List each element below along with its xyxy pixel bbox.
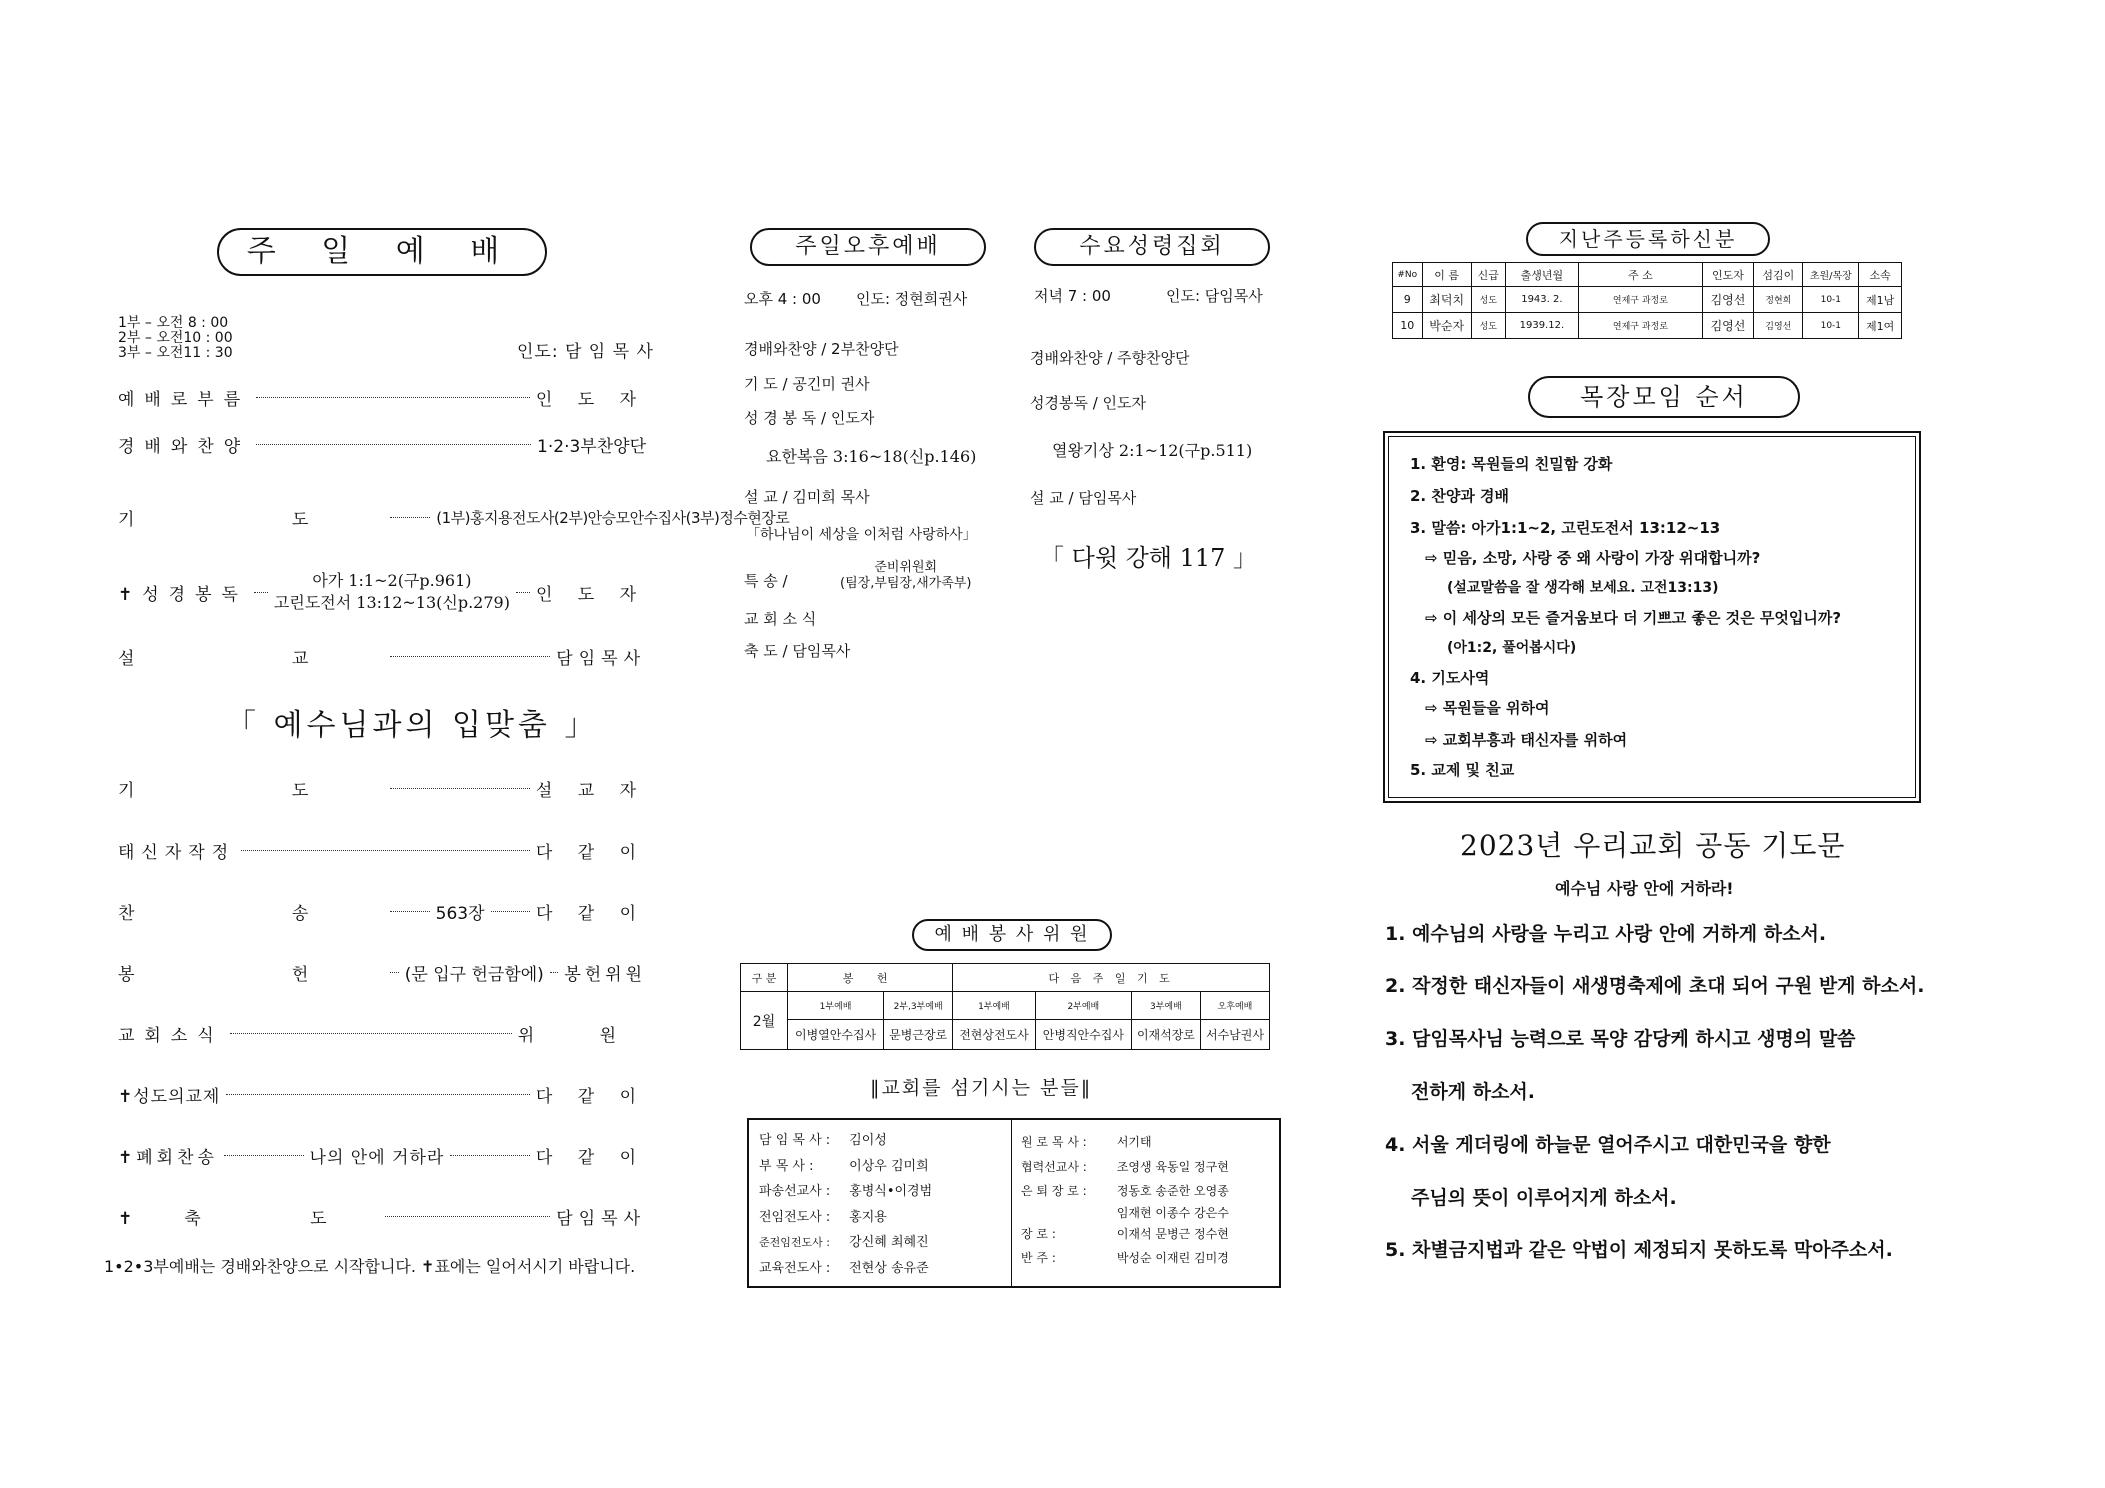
cell-item: 4. 기도사역 — [1410, 669, 1490, 687]
afternoon-line: 축 도 / 담임목사 — [744, 642, 851, 660]
order-person: 위 원 — [517, 1026, 646, 1046]
order-label: 기 도 — [118, 781, 385, 801]
order-row — [118, 776, 646, 801]
staff-role: 부 목 사 : — [759, 1158, 814, 1174]
order-label: 예배로부름 — [118, 390, 251, 410]
hymn-number: 563장 — [435, 904, 485, 924]
order-person: 다 같 이 — [535, 1087, 646, 1107]
staff-role: 담 임 목 사 : — [759, 1133, 831, 1148]
staff-role: 협력선교사 : — [1021, 1159, 1087, 1174]
scripture-1: 아가 1:1~2(구p.961) — [312, 571, 472, 590]
staff-name: 홍지용 — [849, 1209, 887, 1225]
dotted-leader — [230, 1033, 512, 1034]
prayer-line: 전하게 하소서. — [1411, 1081, 1535, 1103]
afternoon-line: 특 송 / — [744, 572, 788, 590]
afternoon-worship-title: 주일오후예배 — [750, 228, 986, 266]
cell-item: ⇨ 믿음, 소망, 사랑 중 왜 사랑이 가장 위대합니까? — [1425, 549, 1761, 567]
order-row — [118, 960, 646, 985]
prayer-line: 주님의 뜻이 이루어지게 하소서. — [1411, 1187, 1677, 1209]
cell-item: 3. 말씀: 아가1:1~2, 고린도전서 13:12~13 — [1410, 519, 1721, 537]
cell-meeting-box — [1383, 431, 1921, 803]
dotted-leader — [450, 1155, 530, 1156]
registry-header: 주 소 — [1579, 263, 1703, 287]
afternoon-line: 성 경 봉 독 / 인도자 — [744, 409, 875, 427]
afternoon-time: 오후 4 : 00 — [744, 290, 821, 308]
dotted-leader — [390, 517, 430, 518]
service-person: 이재석장로 — [1131, 1020, 1200, 1050]
registry-cell: 박순자 — [1422, 313, 1471, 339]
registry-cell: 김영선 — [1754, 313, 1803, 339]
prayer-title: 2023년 우리교회 공동 기도문 — [1460, 829, 1846, 862]
service-person: 안병직안수집사 — [1035, 1020, 1131, 1050]
special-song-2: (팀장,부팀장,새가족부) — [840, 576, 972, 591]
order-label: ✝성경봉독 — [118, 584, 248, 605]
dotted-leader — [241, 850, 530, 851]
registry-header: 인도자 — [1702, 263, 1753, 287]
dotted-leader — [226, 1094, 530, 1095]
cell-item: 1. 환영: 목원들의 친밀함 강화 — [1410, 455, 1613, 473]
order-person: 인 도 자 — [535, 390, 646, 410]
dotted-leader — [390, 972, 399, 973]
order-person: 담임목사 — [556, 1209, 646, 1229]
time-1: 1부 – 오전 8 : 00 — [118, 315, 229, 331]
wednesday-line: 성경봉독 / 인도자 — [1030, 394, 1147, 412]
order-row — [118, 1082, 646, 1107]
wednesday-scripture: 열왕기상 2:1~12(구p.511) — [1052, 441, 1253, 460]
dotted-leader — [550, 972, 559, 973]
wednesday-worship-title: 수요성령집회 — [1034, 228, 1270, 266]
service-person: 이병열안수집사 — [788, 1020, 884, 1050]
registry-cell: 1943. 2. — [1505, 287, 1578, 313]
prayer-line: 4. 서울 게더링에 하늘문 열어주시고 대한민국을 향한 — [1385, 1134, 1831, 1156]
scripture-refs — [274, 570, 510, 614]
staff-entry — [1021, 1130, 1229, 1155]
dotted-leader — [256, 397, 530, 398]
order-label: 태신자작정 — [118, 843, 236, 863]
order-row — [118, 505, 790, 530]
staff-divider — [1011, 1120, 1012, 1286]
worship-leader: 인도: 담 임 목 사 — [517, 342, 654, 362]
dotted-leader — [390, 788, 530, 789]
sub-header: 1부예배 — [788, 992, 884, 1020]
staff-name: 정동호 송준한 오영종 — [1116, 1184, 1229, 1198]
staff-role: 반 주 : — [1021, 1251, 1056, 1265]
order-row — [118, 1021, 646, 1046]
registry-header: #No — [1393, 263, 1423, 287]
closing-hymn: 나의 안에 거하라 — [309, 1148, 445, 1168]
order-person: 담임목사 — [556, 649, 646, 669]
staff-role: 전임전도사 : — [759, 1209, 831, 1225]
staff-entry — [759, 1154, 932, 1180]
order-row — [118, 1143, 646, 1168]
staff-name: 전현상 송유준 — [849, 1260, 929, 1276]
order-label: 경배와찬양 — [118, 437, 251, 457]
staff-name: 박성순 이재린 김미경 — [1116, 1251, 1229, 1265]
sermon-title: 「 예수님과의 입맞춤 」 — [226, 708, 599, 743]
registry-cell: 성도 — [1471, 313, 1505, 339]
staff-role: 파송선교사 : — [759, 1184, 831, 1199]
cell-item: ⇨ 교회부흥과 태신자를 위하여 — [1425, 731, 1628, 749]
registry-header: 소속 — [1859, 263, 1902, 287]
registry-row — [1393, 287, 1902, 313]
order-person: 다 같 이 — [535, 843, 646, 863]
staff-role: 장 로 : — [1021, 1226, 1056, 1241]
staff-box — [747, 1118, 1281, 1288]
sub-header: 2부,3부예배 — [884, 992, 953, 1020]
dotted-leader — [390, 911, 429, 912]
staff-right — [1021, 1130, 1229, 1271]
registry-cell: 정현희 — [1754, 287, 1803, 313]
registry-cell: 연제구 과정로 — [1579, 287, 1703, 313]
afternoon-scripture: 요한복음 3:16~18(신p.146) — [766, 447, 977, 466]
order-label: 봉 헌 — [118, 965, 385, 985]
prayer-line: 3. 담임목사님 능력으로 목양 감당케 하시고 생명의 말씀 — [1385, 1028, 1856, 1050]
registry-cell: 제1여 — [1859, 313, 1902, 339]
staff-entry — [759, 1230, 932, 1256]
service-committee-title: 예 배 봉 사 위 원 — [912, 919, 1112, 951]
order-label: ✝폐회찬송 — [118, 1148, 218, 1168]
order-label: 기 도 — [118, 510, 385, 530]
staff-role: 교육전도사 : — [759, 1260, 831, 1276]
staff-role: 은 퇴 장 로 : — [1021, 1184, 1087, 1198]
staff-name: 임재현 이종수 강은수 — [1116, 1205, 1229, 1220]
staff-name: 조영생 육동일 정구현 — [1116, 1159, 1229, 1174]
prayer-persons: (1부)홍지용전도사(2부)안승모안수집사(3부)정수현장로 — [436, 509, 790, 527]
order-row — [118, 432, 646, 457]
staff-entry — [1021, 1155, 1229, 1180]
order-label: ✝축 도 — [118, 1209, 379, 1229]
staff-name: 이상우 김미희 — [849, 1158, 929, 1174]
wednesday-time: 저녁 7 : 00 — [1034, 287, 1111, 305]
service-person: 서수남권사 — [1200, 1020, 1269, 1050]
header-gubun: 구 분 — [741, 964, 788, 992]
wednesday-leader: 인도: 담임목사 — [1166, 287, 1263, 305]
staff-name: 이재석 문병근 정수현 — [1116, 1226, 1229, 1241]
service-times — [118, 316, 233, 361]
registry-header: 이 름 — [1422, 263, 1471, 287]
afternoon-leader: 인도: 정현희권사 — [856, 290, 968, 308]
footnote: 1•2•3부예배는 경배와찬양으로 시작합니다. ✝표에는 일어서시기 바랍니다. — [104, 1257, 636, 1276]
dotted-leader — [390, 656, 550, 657]
staff-name: 홍병식•이경범 — [849, 1184, 933, 1199]
order-label: 찬 송 — [118, 904, 385, 924]
order-person: 다 같 이 — [535, 904, 647, 924]
scripture-2: 고린도전서 13:12~13(신p.279) — [273, 593, 510, 612]
cell-item: 5. 교제 및 친교 — [1410, 761, 1515, 779]
prayer-subtitle: 예수님 사랑 안에 거하라! — [1555, 879, 1734, 898]
registry-header: 출생년월 — [1505, 263, 1578, 287]
staff-title: ‖교회를 섬기시는 분들‖ — [870, 1077, 1093, 1099]
sunday-worship-title: 주 일 예 배 — [217, 228, 547, 276]
registry-cell: 10-1 — [1803, 287, 1859, 313]
header-prayer: 다 음 주 일 기 도 — [953, 964, 1270, 992]
staff-entry — [1021, 1204, 1229, 1222]
cell-meeting-title: 목장모임 순서 — [1528, 376, 1800, 418]
cell-item: (설교말씀을 잘 생각해 보세요. 고전13:13) — [1447, 580, 1719, 596]
order-row — [118, 644, 646, 669]
afternoon-line: 교 회 소 식 — [744, 610, 817, 628]
staff-entry — [759, 1205, 932, 1231]
registry-header: 신급 — [1471, 263, 1505, 287]
dotted-leader — [491, 911, 530, 912]
dotted-leader — [254, 592, 268, 593]
staff-name: 강신혜 최혜진 — [849, 1235, 929, 1250]
afternoon-line: 기 도 / 공긴미 권사 — [744, 375, 870, 393]
registry-title: 지난주등록하신분 — [1526, 222, 1770, 256]
registry-cell: 김영선 — [1702, 287, 1753, 313]
order-row — [118, 385, 646, 410]
wednesday-line: 설 교 / 담임목사 — [1030, 489, 1137, 507]
order-row — [118, 838, 646, 863]
wednesday-sermon-title: 「 다윗 강해 117 」 — [1040, 544, 1258, 572]
order-person: 설 교 자 — [535, 781, 646, 801]
order-label: 교회소식 — [118, 1026, 224, 1046]
cell-item: ⇨ 목원들을 위하여 — [1425, 699, 1550, 717]
registry-cell: 10-1 — [1803, 313, 1859, 339]
order-row — [118, 899, 646, 924]
registry-header: 초원/목장 — [1803, 263, 1859, 287]
registry-header: 섬김이 — [1754, 263, 1803, 287]
registry-cell: 제1남 — [1859, 287, 1902, 313]
cell-item: (아1:2, 풀어봅시다) — [1447, 640, 1577, 656]
service-table — [740, 963, 1270, 1050]
cell-item: ⇨ 이 세상의 모든 즐거움보다 더 기쁘고 좋은 것은 무엇입니까? — [1425, 609, 1842, 627]
staff-entry — [1021, 1179, 1229, 1204]
registry-table — [1392, 262, 1902, 339]
service-person: 문병근장로 — [884, 1020, 953, 1050]
order-person: 다 같 이 — [535, 1148, 646, 1168]
dotted-leader — [516, 592, 530, 593]
afternoon-line: 설 교 / 김미희 목사 — [744, 488, 870, 506]
registry-cell: 9 — [1393, 287, 1423, 313]
staff-entry — [759, 1179, 932, 1205]
staff-role: 준전임전도사 : — [759, 1236, 830, 1249]
registry-cell: 1939.12. — [1505, 313, 1578, 339]
staff-name: 김이성 — [849, 1133, 887, 1148]
offering-note: (문 입구 헌금함에) — [404, 965, 544, 985]
wednesday-line: 경배와찬양 / 주향찬양단 — [1030, 349, 1190, 367]
time-3: 3부 – 오전11 : 30 — [118, 345, 233, 361]
order-row — [118, 570, 646, 614]
registry-cell: 김영선 — [1702, 313, 1753, 339]
dotted-leader — [224, 1155, 304, 1156]
service-person: 전현상전도사 — [953, 1020, 1036, 1050]
prayer-line: 5. 차별금지법과 같은 악법이 제정되지 못하도록 막아주소서. — [1385, 1239, 1893, 1261]
dotted-leader — [385, 1216, 551, 1217]
registry-cell: 최덕치 — [1422, 287, 1471, 313]
staff-name: 서기태 — [1116, 1135, 1152, 1149]
time-2: 2부 – 오전10 : 00 — [118, 330, 233, 346]
prayer-line: 1. 예수님의 사랑을 누리고 사랑 안에 거하게 하소서. — [1385, 923, 1827, 945]
sub-header: 1부예배 — [953, 992, 1036, 1020]
special-song-1: 준비위원회 — [874, 560, 938, 575]
sub-header: 3부예배 — [1131, 992, 1200, 1020]
order-label: ✝성도의교제 — [118, 1087, 221, 1107]
month-cell: 2월 — [741, 992, 788, 1050]
order-person: 1·2·3부찬양단 — [537, 437, 646, 457]
registry-cell: 성도 — [1471, 287, 1505, 313]
staff-entry — [1021, 1246, 1229, 1271]
order-row — [118, 1204, 646, 1229]
sub-header: 2부예배 — [1035, 992, 1131, 1020]
dotted-leader — [256, 444, 531, 445]
registry-row — [1393, 313, 1902, 339]
order-label: 설 교 — [118, 649, 385, 669]
registry-cell: 연제구 과정로 — [1579, 313, 1703, 339]
header-offering: 봉 헌 — [788, 964, 953, 992]
staff-entry — [1021, 1222, 1229, 1247]
cell-item: 2. 찬양과 경배 — [1410, 487, 1510, 505]
afternoon-sermon-title: 「하나님이 세상을 이처럼 사랑하사」 — [746, 527, 977, 543]
order-person: 봉헌위원 — [564, 965, 647, 985]
special-song-group — [840, 560, 971, 592]
staff-entry — [759, 1256, 932, 1282]
staff-left — [759, 1128, 932, 1281]
prayer-line: 2. 작정한 태신자들이 새생명축제에 초대 되어 구원 받게 하소서. — [1385, 975, 1925, 997]
registry-cell: 10 — [1393, 313, 1423, 339]
staff-entry — [759, 1128, 932, 1154]
afternoon-line: 경배와찬양 / 2부찬양단 — [744, 340, 899, 358]
order-person: 인 도 자 — [535, 584, 647, 605]
staff-role: 원 로 목 사 : — [1021, 1135, 1087, 1149]
sub-header: 오후예배 — [1200, 992, 1269, 1020]
